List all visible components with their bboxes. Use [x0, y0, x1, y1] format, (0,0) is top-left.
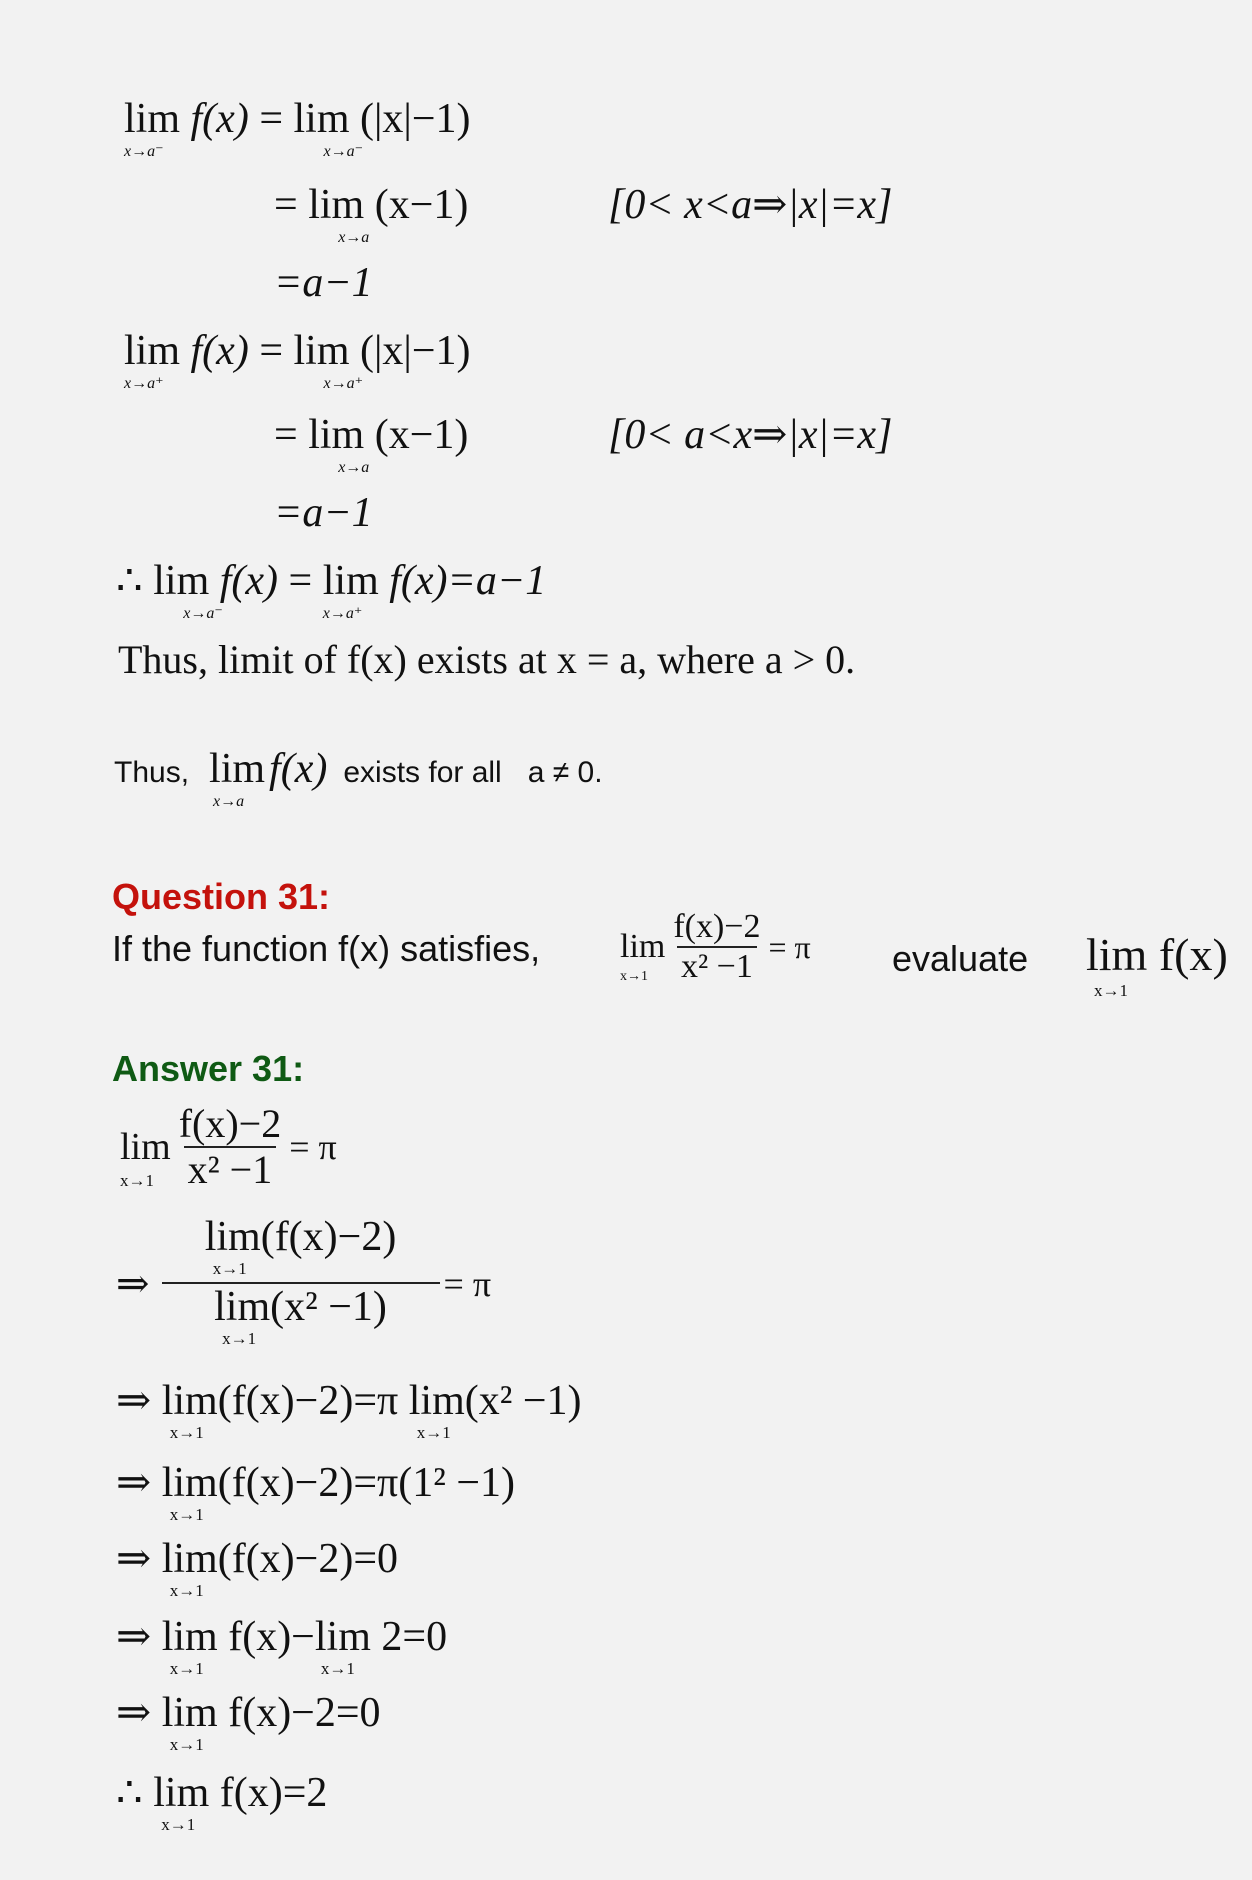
question-limit-expression: [620, 910, 811, 984]
therefore-symbol: ∴: [116, 1770, 143, 1816]
lhs: (f(x)−2): [217, 1536, 354, 1582]
answer-step-7: [116, 1690, 381, 1754]
evaluate-label: evaluate: [892, 938, 1029, 979]
lim: lim x→a: [308, 182, 370, 246]
lim-subscript: x→1: [169, 1423, 204, 1442]
lim-subscript: x→1: [620, 969, 648, 984]
lim-subscript: x→a⁺: [322, 605, 363, 622]
equals: =: [259, 96, 283, 142]
fraction: [162, 1216, 440, 1352]
lim-subscript: x→a⁺: [323, 375, 364, 392]
answer-step-5: [116, 1536, 399, 1600]
lim: lim x→1: [161, 1614, 218, 1678]
lim-subscript: x→1: [1094, 981, 1128, 1000]
lim-subscript: x→1: [222, 1329, 257, 1348]
equals-pi: = π: [768, 929, 811, 965]
lim-subscript: x→1: [320, 1659, 355, 1678]
implies-arrow: ⇒: [116, 1378, 152, 1424]
equals-pi: = π: [443, 1264, 491, 1304]
lim: lim x→1: [204, 1214, 261, 1278]
statement-limit-exists: Thus, limit of f(x) exists at x = a, where a > 0.: [118, 637, 856, 682]
implies-arrow: ⇒: [116, 1614, 152, 1660]
condition-text: a ≠ 0.: [527, 756, 603, 789]
lim-left: lim x→a⁻: [153, 558, 223, 622]
question-text: If the function f(x) satisfies,: [112, 928, 541, 969]
expr: (|x|−1): [360, 328, 471, 374]
question-heading: Question 31:: [112, 876, 331, 917]
equals-pi: =π: [353, 1378, 399, 1424]
expr: (x−1): [374, 182, 469, 228]
equals: =: [274, 182, 298, 228]
lim: lim x→1: [408, 1378, 465, 1442]
answer-step-2: [116, 1216, 491, 1352]
lim: lim x→1: [214, 1284, 271, 1348]
lim-subscript: x→1: [212, 1259, 247, 1278]
eq-line-2: [274, 182, 469, 246]
eq-line-left-limit: [124, 96, 471, 160]
lim: lim x→1: [120, 1126, 171, 1190]
lim-subscript: x→1: [416, 1423, 451, 1442]
answer-step-3: [116, 1378, 582, 1442]
denominator-expr: (x² −1): [270, 1284, 387, 1330]
lim: lim x→1: [161, 1536, 218, 1600]
answer-step-6: [116, 1614, 448, 1678]
answer-step-4: [116, 1460, 515, 1524]
lim: lim f(x) x→1: [1086, 929, 1228, 1000]
condition-1: [0< x<a⇒|x|=x]: [608, 182, 893, 228]
lim-subscript: x→a⁺: [124, 375, 164, 392]
lim: lim x→1: [161, 1378, 218, 1442]
lim-subscript: x→1: [120, 1171, 154, 1190]
lim-subscript: x→1: [169, 1505, 204, 1524]
denominator: x² −1: [677, 946, 757, 984]
lim-subscript: x→1: [169, 1735, 204, 1754]
lim: lim x→1: [620, 928, 666, 984]
lim-subscript: x→a: [338, 459, 370, 476]
equals-pi: = π: [289, 1127, 337, 1167]
fraction: [175, 1101, 286, 1192]
expr: (|x|−1): [360, 96, 471, 142]
lim: lim x→a: [308, 412, 370, 476]
therefore-symbol: ∴: [116, 558, 143, 604]
lim: lim x→1: [161, 1690, 218, 1754]
lim-subscript: x→a: [213, 793, 245, 810]
lim: lim x→1: [153, 1770, 210, 1834]
fx: f(x): [190, 96, 249, 142]
lim-right: lim x→a⁺: [322, 558, 379, 622]
lhs: f(x)−2=0: [228, 1690, 381, 1736]
answer-heading: Answer 31:: [112, 1048, 305, 1089]
target-limit: [1086, 929, 1228, 1000]
eq-line-right-limit: [124, 328, 471, 392]
lim-subscript: x→1: [169, 1581, 204, 1600]
implies-arrow: ⇒: [116, 1536, 152, 1582]
eq-line-6: =a−1: [274, 490, 373, 536]
denominator: x² −1: [184, 1146, 277, 1190]
lim-right: lim x→a⁻: [293, 96, 364, 160]
implies-arrow: ⇒: [116, 1690, 152, 1736]
lhs: f(x)−: [228, 1614, 315, 1660]
lim-left: lim x→a⁻: [124, 96, 181, 160]
rhs: 2=0: [381, 1614, 448, 1660]
lhs: (f(x)−2): [217, 1460, 354, 1506]
lim-subscript: x→1: [169, 1659, 204, 1678]
eq-line-conclusion: [116, 558, 547, 622]
answer-step-1: [120, 1101, 337, 1192]
lim: lim x→1: [314, 1614, 371, 1678]
lhs: (f(x)−2): [217, 1378, 354, 1424]
rhs: (x² −1): [464, 1378, 582, 1424]
eq-line-3: =a−1: [274, 260, 373, 306]
answer-step-8: [116, 1770, 328, 1834]
rhs: =0: [353, 1536, 399, 1582]
rhs: f(x)=a−1: [389, 558, 547, 604]
fx: f(x): [190, 328, 249, 374]
implies-arrow: ⇒: [116, 1261, 150, 1306]
fraction: [669, 910, 764, 984]
lim: lim x→a: [209, 746, 266, 810]
lim-subscript: x→a: [338, 229, 370, 246]
numerator: f(x)−2: [178, 1101, 282, 1146]
numerator-expr: (f(x)−2): [260, 1214, 397, 1260]
denominator: [162, 1282, 440, 1352]
equals: =: [274, 412, 298, 458]
numerator: f(x)−2: [673, 908, 761, 945]
lhs: f(x)=2: [219, 1770, 328, 1816]
lim-subscript: x→a⁻: [124, 143, 164, 160]
lim-subscript: x→1: [161, 1815, 196, 1834]
expr: (x−1): [374, 412, 469, 458]
condition-2: [0< a<x⇒|x|=x]: [608, 412, 893, 458]
rhs: =π(1² −1): [353, 1460, 515, 1506]
equals: =: [288, 558, 313, 604]
lim-left: lim x→a⁺: [124, 328, 181, 392]
lim-right: lim x→a⁺: [293, 328, 364, 392]
fx: f(x): [219, 558, 279, 604]
fx: f(x): [269, 746, 328, 792]
eq-line-5: [274, 412, 469, 476]
equals: =: [259, 328, 283, 374]
lim-subscript: x→a⁻: [323, 143, 364, 160]
exists-text: exists for all: [343, 756, 502, 789]
statement-all-a: [114, 746, 603, 810]
implies-arrow: ⇒: [116, 1460, 152, 1506]
lim-subscript: x→a⁻: [183, 605, 223, 622]
lim: lim x→1: [161, 1460, 218, 1524]
thus-label: Thus,: [114, 756, 190, 789]
numerator: [201, 1216, 401, 1282]
